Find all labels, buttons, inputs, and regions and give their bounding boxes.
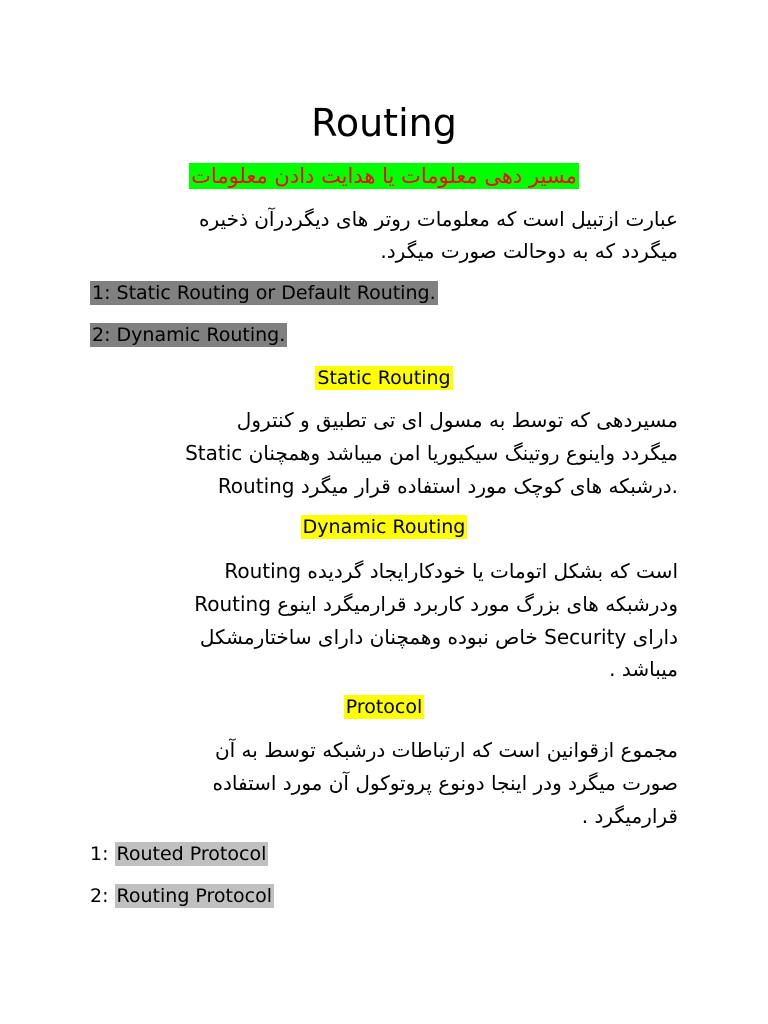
routing-type-2-line <box>90 323 287 347</box>
static-line-1: مسیردهی که توسط به مسول ای تی تطبیق و کنترول <box>236 408 678 432</box>
dynamic-line-4: میباشد . <box>609 657 678 681</box>
static-line-3: Routing درشبکه های کوچک مورد استفاده قرار میگرد. <box>217 474 678 498</box>
routing-type-2: 2: Dynamic Routing. <box>92 324 286 346</box>
protocol-type-1-number: 1: <box>90 843 115 865</box>
protocol-type-2-number: 2: <box>90 885 115 907</box>
routing-type-1: 1: Static Routing or Default Routing. <box>92 282 436 304</box>
persian-heading-line <box>0 164 768 189</box>
protocol-heading-line <box>0 695 768 719</box>
protocol-heading: Protocol <box>345 696 423 718</box>
static-line-2: میگردد واینوع روتینگ سیکیوریا امن میباشد وهمچنان Static <box>185 441 678 465</box>
protocol-line-2: صورت میگرد ودر اینجا دونوع پروتوکول آن مورد استفاده <box>212 771 678 795</box>
protocol-type-2-line <box>90 884 274 908</box>
protocol-line-3: قرارمیگرد . <box>581 804 678 828</box>
protocol-type-2-label: Routing Protocol <box>116 885 272 907</box>
routing-type-1-line <box>90 281 438 305</box>
protocol-line-1: مجموع ازقوانین است که ارتباطات درشبکه توسط به آن <box>214 738 678 762</box>
dynamic-heading-line <box>0 515 768 539</box>
dynamic-routing-heading: Dynamic Routing <box>302 516 466 538</box>
protocol-type-1-label: Routed Protocol <box>116 843 267 865</box>
intro-line-1: عبارت ازتبیل است که معلومات روتر های دیگردرآن ذخیره <box>199 207 678 231</box>
static-heading-line <box>0 366 768 390</box>
protocol-type-1-line <box>90 842 268 866</box>
static-routing-heading: Static Routing <box>317 367 451 389</box>
intro-line-2: میگردد که به دوحالت صورت میگرد. <box>380 239 678 263</box>
dynamic-line-1: Routing است که بشکل اتومات یا خودکارایجاد گردیده <box>224 559 678 583</box>
dynamic-line-3: دارای Security خاص نبوده وهمچنان دارای ساختارمشکل <box>199 625 678 649</box>
page-title: Routing <box>311 101 457 145</box>
dynamic-line-2: ودرشبکه های بزرگ مورد کاربرد قرارمیگرد اینوع Routing <box>194 592 678 616</box>
persian-heading: مسیر دهی معلومات یا هدایت دادن معلومات <box>191 164 577 188</box>
